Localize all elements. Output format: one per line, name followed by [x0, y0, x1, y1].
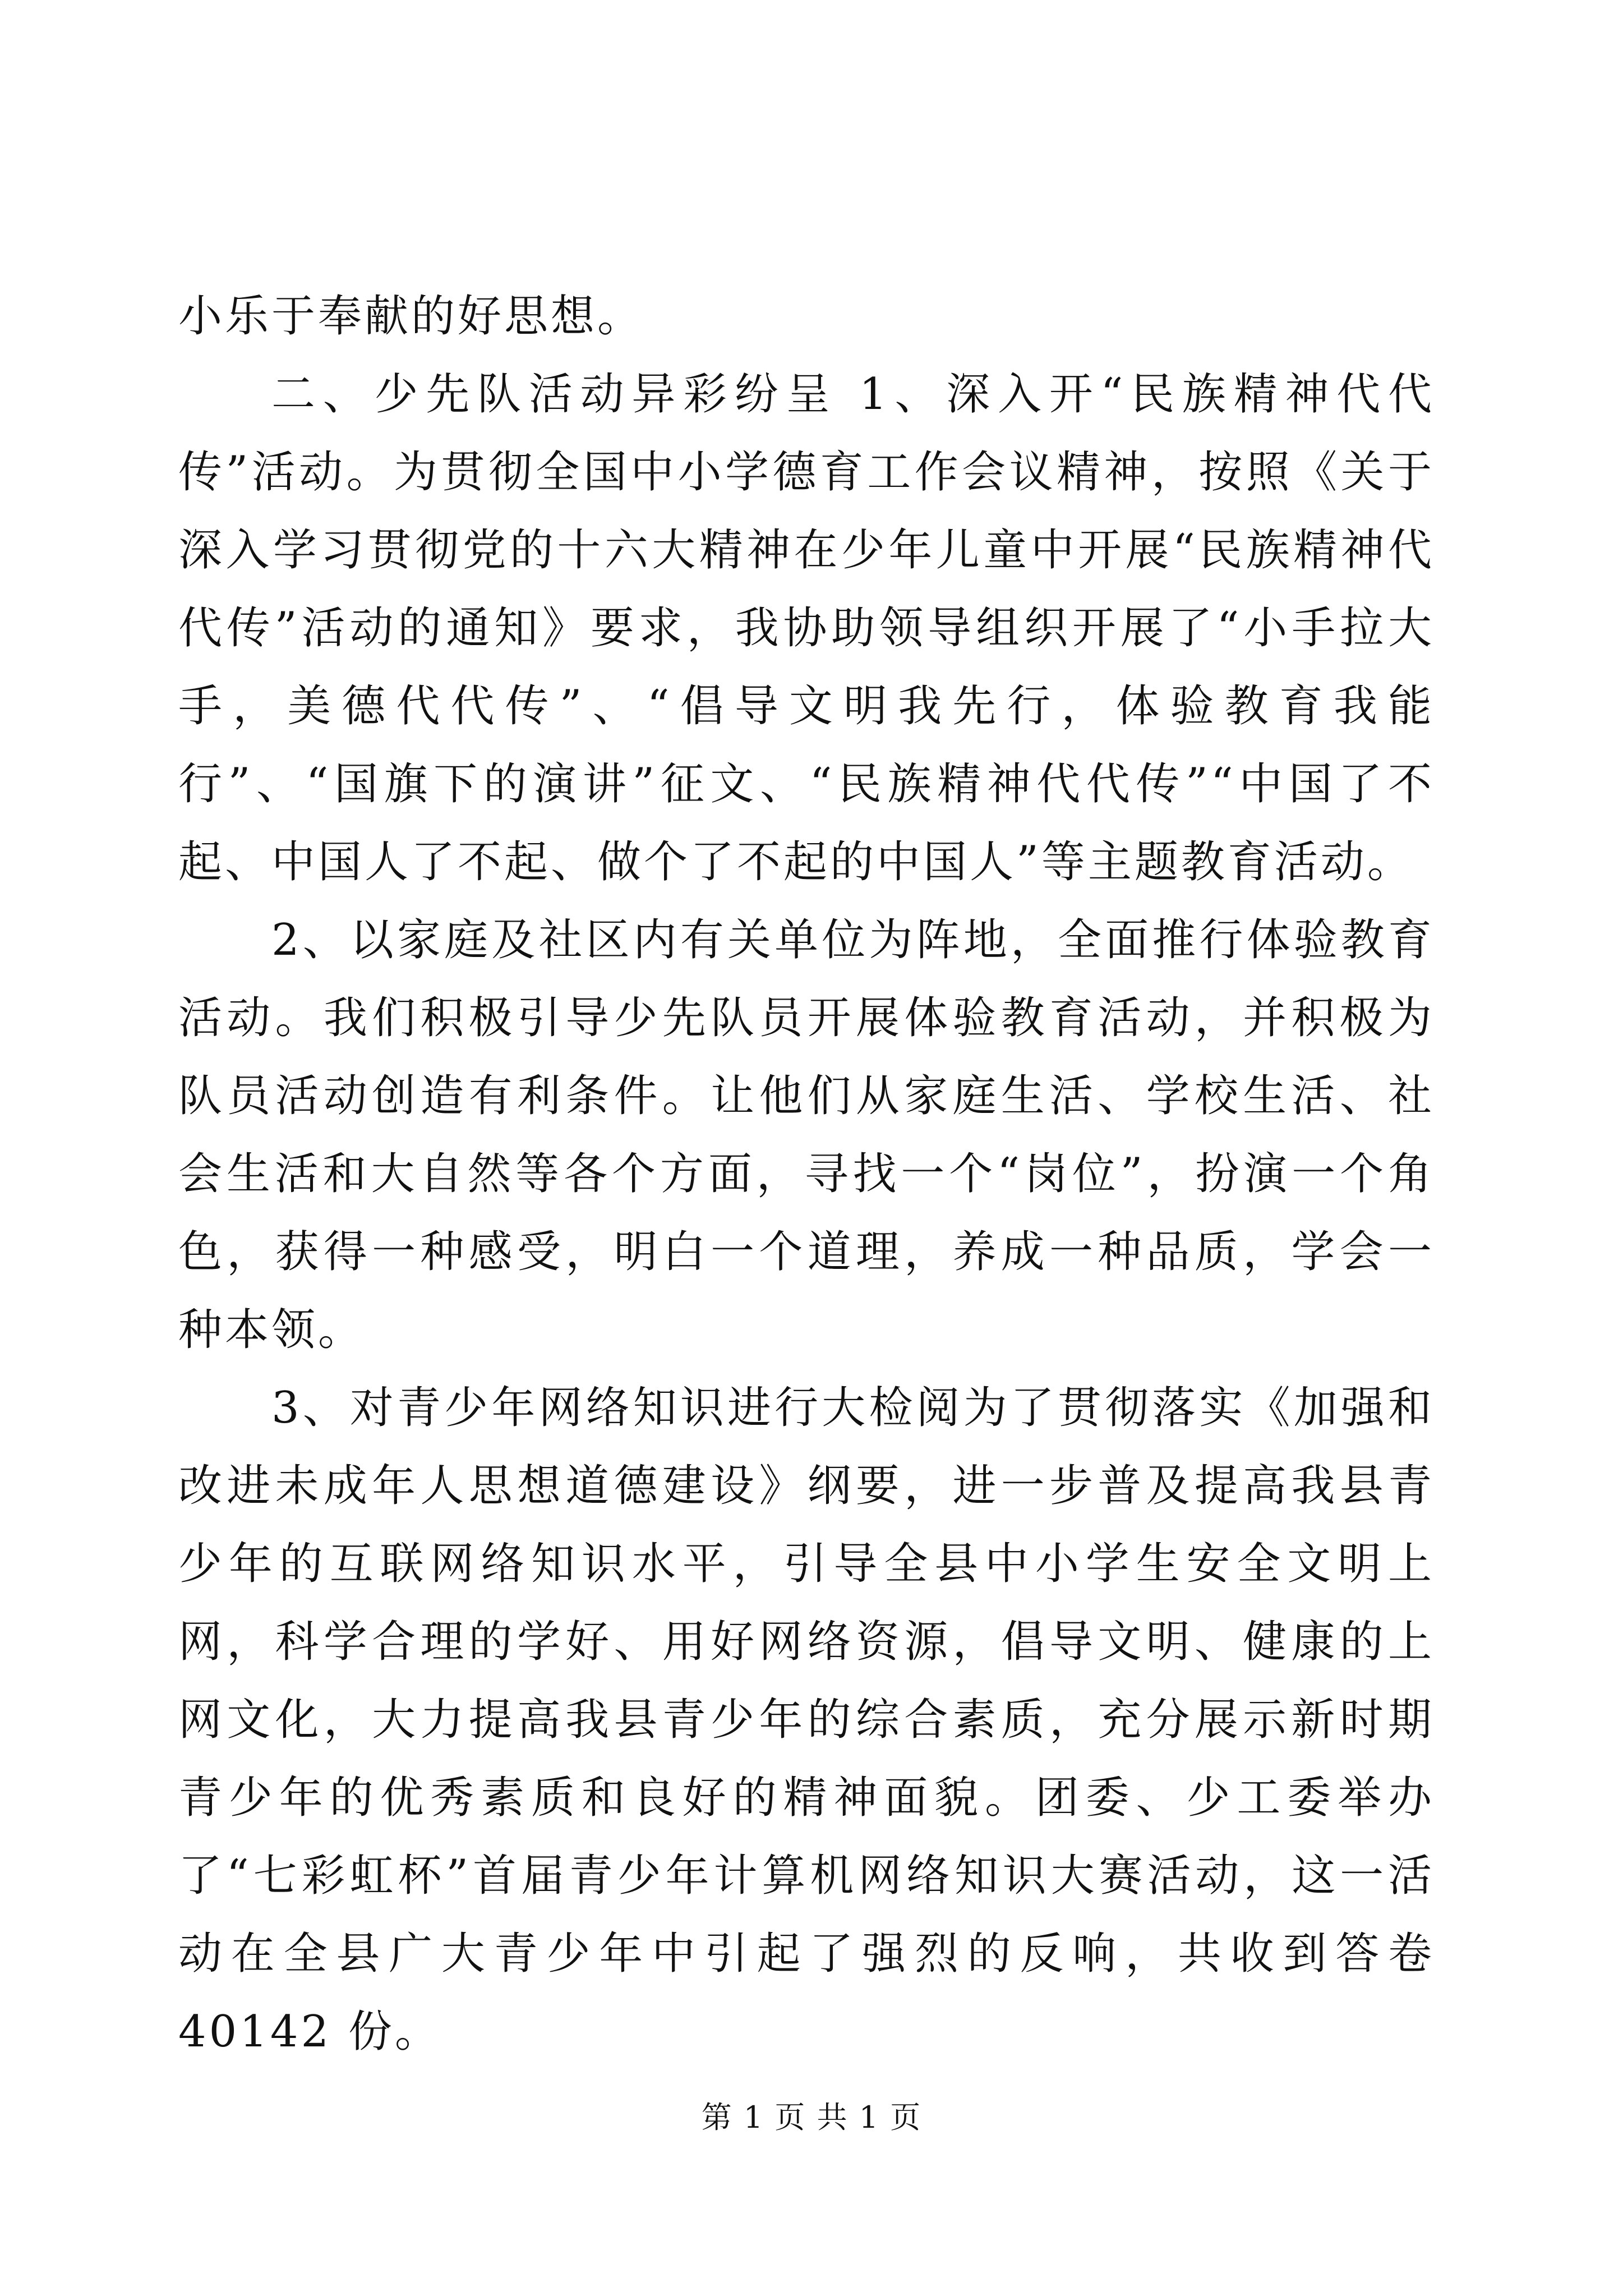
- paragraph-1: 小乐于奉献的好思想。: [178, 291, 644, 342]
- paragraph-2: 二、少先队活动异彩纷呈 1、深入开“民族精神代代传”活动。为贯彻全国中小学德育工作会议精神，按照《关于深入学习贯彻党的十六大精神在少年儿童中开展“民族精神代代传”活动的通知》要求，我协助领导组织开展了“小手拉大手，美德代代传”、“倡导文明我先行，体验教育我能行”、“国旗下的演讲”征文、“民族精神代代传”“中国了不起、中国人了不起、做个了不起的中国人”等主题教育活动。: [178, 369, 1435, 887]
- page-footer: 第 1 页 共 1 页: [701, 2100, 922, 2135]
- paragraph-3: 2、以家庭及社区内有关单位为阵地，全面推行体验教育活动。我们积极引导少先队员开展体验教育活动，并积极为队员活动创造有利条件。让他们从家庭生活、学校生活、社会生活和大自然等各个方面，寻找一个“岗位”，扮演一个角色，获得一种感受，明白一个道理，养成一种品质，学会一种本领。: [178, 915, 1435, 1355]
- document-body: [178, 278, 1435, 2071]
- paragraph-4: 3、对青少年网络知识进行大检阅为了贯彻落实《加强和改进未成年人思想道德建设》纲要，进一步普及提高我县青少年的互联网络知识水平，引导全县中小学生安全文明上网，科学合理的学好、用好网络资源，倡导文明、健康的上网文化，大力提高我县青少年的综合素质，充分展示新时期青少年的优秀素质和良好的精神面貌。团委、少工委举办了“七彩虹杯”首届青少年计算机网络知识大赛活动，这一活动在全县广大青少年中引起了强烈的反响，共收到答卷 40142 份。: [178, 1383, 1435, 2057]
